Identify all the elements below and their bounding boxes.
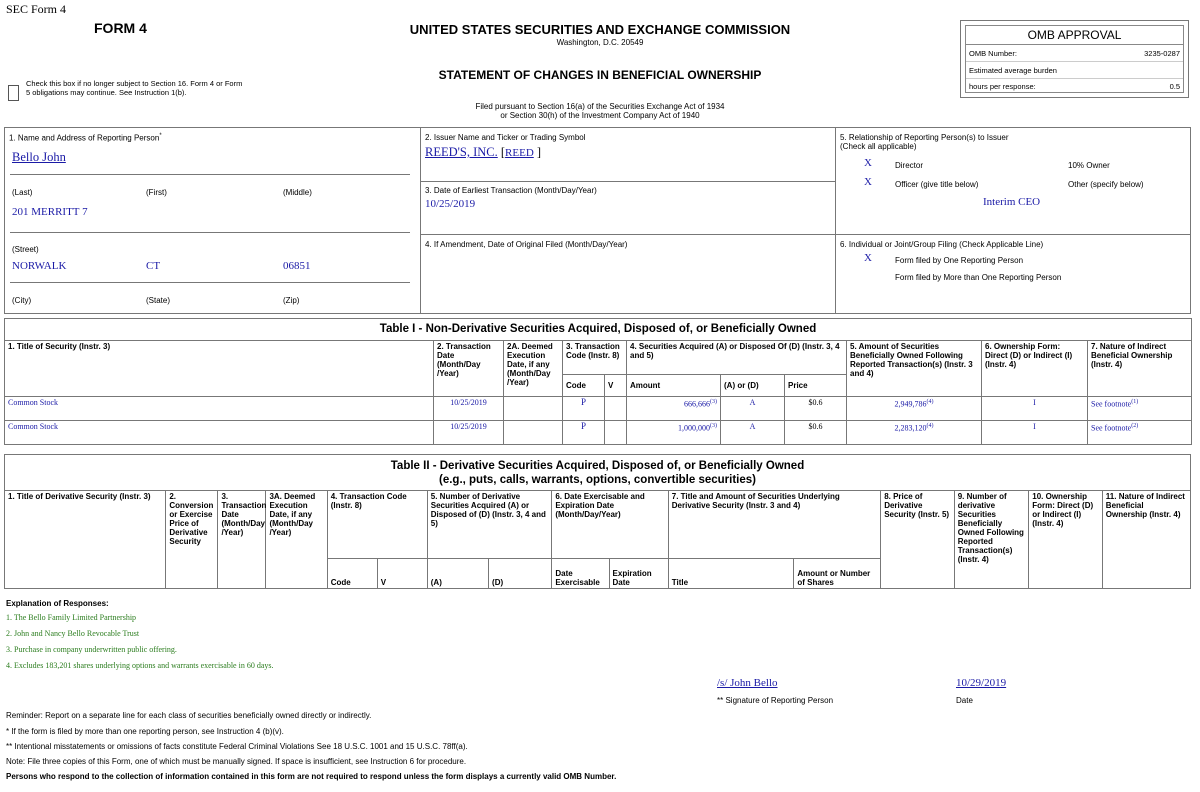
ownership-form: I [982,421,1088,445]
table-row [5,421,1192,445]
filed-pursuant-line-2: or Section 30(h) of the Investment Company Act of 1940 [500,111,700,120]
multi-person-label: Form filed by More than One Reporting Person [895,273,1062,282]
reporting-info-section [4,127,1191,314]
t1-header-date: 2. Transaction Date (Month/Day /Year) [434,341,504,397]
t2-header-ownership-form: 10. Ownership Form: Direct (D) or Indirect (I) (Instr. 4) [1029,491,1103,589]
t2-header-deemed-date: 3A. Deemed Execution Date, if any (Month/Day /Year) [266,491,327,589]
officer-label: Officer (give title below) [895,180,979,189]
officer-mark: X [864,176,872,188]
owned-following: 2,949,786$^{(4)}$ [847,397,982,421]
t1-header-deemed-date: 2A. Deemed Execution Date, if any (Month/Day /Year) [504,341,563,397]
t2-sub-expiration: Expiration Date [609,559,668,589]
t1-sub-amount: Amount [627,375,721,397]
city-value: NORWALK [12,260,67,272]
a-or-d: A [721,397,785,421]
t2-sub-date-exercisable: Date Exercisable [552,559,609,589]
officer-title: Interim CEO [983,196,1041,208]
issuer-line [425,145,541,160]
footnote-1: 1. The Bello Family Limited Partnership [6,613,137,622]
nature-of-ownership: See footnote$^{(2)}$ [1088,421,1192,445]
box6-label: 6. Individual or Joint/Group Filing (Check Applicable Line) [840,240,1044,249]
box3-label: 3. Date of Earliest Transaction (Month/Day/Year) [425,186,597,195]
omb-approval-box [960,20,1189,98]
ten-percent-owner-label: 10% Owner [1068,161,1110,170]
t2-sub-a: (A) [427,559,488,589]
t2-sub-title: Title [668,559,794,589]
agency-city: Washington, D.C. 20549 [556,38,644,47]
t1-header-title: 1. Title of Security (Instr. 3) [5,341,434,397]
table-2 [4,454,1191,589]
reporting-person-name-link[interactable]: Bello John [12,150,66,164]
amount-cell: 1,000,000$^{(3)}$ [627,421,721,445]
checkbox-description: Check this box if no longer subject to Section 16. Form 4 or Form 5 obligations may continue. See Instruction 1(b). [26,79,243,97]
transaction-code: P [563,397,605,421]
t2-sub-d: (D) [489,559,552,589]
t2-header-nature: 11. Nature of Indirect Beneficial Ownership (Instr. 4) [1102,491,1190,589]
agency-title: UNITED STATES SECURITIES AND EXCHANGE COMMISSION [409,22,791,37]
t2-sub-amount: Amount or Number of Shares [794,559,881,589]
t1-header-code: 3. Transaction Code (Instr. 8) [563,341,627,375]
ticker-link[interactable]: REED [505,147,534,159]
t2-header-exercisable: 6. Date Exercisable and Expiration Date (Month/Day/Year) [552,491,668,559]
signature-name: /s/ John Bello [717,677,778,689]
footer-misstatements: ** Intentional misstatements or omissions of facts constitute Federal Criminal Violations See 18 U.S.C. 1001 and 15 U.S.C. 78ff(a). [6,742,468,751]
footnote-2: 2. John and Nancy Bello Revocable Trust [6,629,140,638]
zip-value: 06851 [283,260,311,272]
one-person-label: Form filed by One Reporting Person [895,256,1024,265]
last-label: (Last) [12,188,33,197]
no-longer-subject-checkbox[interactable] [8,85,19,101]
t1-sub-code: Code [563,375,605,397]
t2-sub-v: V [377,559,427,589]
box4-label: 4. If Amendment, Date of Original Filed (Month/Day/Year) [425,240,628,249]
omb-hours-label: hours per response: [969,82,1036,91]
filed-pursuant-line-1: Filed pursuant to Section 16(a) of the Securities Exchange Act of 1934 [475,102,725,111]
issuer-name-link[interactable]: REED'S, INC. [425,145,498,159]
table-1-title: Table I - Non-Derivative Securities Acquired, Disposed of, or Beneficially Owned [5,319,1192,341]
zip-label: (Zip) [283,296,300,305]
sec-form-label: SEC Form 4 [6,2,67,16]
owned-following: 2,283,120$^{(4)}$ [847,421,982,445]
t1-header-acquired: 4. Securities Acquired (A) or Disposed Of (D) (Instr. 3, 4 and 5) [627,341,847,375]
security-title: Common Stock [5,421,434,445]
earliest-transaction-date: 10/25/2019 [425,198,476,210]
table-2-title: Table II - Derivative Securities Acquired, Disposed of, or Beneficially Owned (e.g., puts, calls, warrants, options, convertible securities) [5,455,1191,491]
state-label: (State) [146,296,171,305]
state-value: CT [146,260,161,272]
table-1 [4,318,1192,445]
table-row [5,397,1192,421]
nature-of-ownership: See footnote$^{(1)}$ [1088,397,1192,421]
t2-header-price: 8. Price of Derivative Security (Instr. 5) [881,491,955,589]
t2-header-conversion: 2. Conversion or Exercise Price of Derivative Security [166,491,218,589]
price: $0.6 [785,421,847,445]
t1-header-owned: 5. Amount of Securities Beneficially Owned Following Reported Transaction(s) (Instr. 3 and 4) [847,341,982,397]
date-label: Date [956,696,973,705]
t2-header-number: 5. Number of Derivative Securities Acquired (A) or Disposed of (D) (Instr. 3, 4 and 5) [427,491,552,559]
other-label: Other (specify below) [1068,180,1144,189]
t1-header-ownership-form: 6. Ownership Form: Direct (D) or Indirect (I) (Instr. 4) [982,341,1088,397]
signature-date: 10/29/2019 [956,677,1007,689]
price: $0.6 [785,397,847,421]
city-label: (City) [12,296,32,305]
transaction-date: 10/25/2019 [434,397,504,421]
t2-header-underlying: 7. Title and Amount of Securities Underlying Derivative Security (Instr. 3 and 4) [668,491,880,559]
t2-header-code: 4. Transaction Code (Instr. 8) [327,491,427,559]
ownership-form: I [982,397,1088,421]
security-title: Common Stock [5,397,434,421]
omb-approval-title: OMB APPROVAL [966,26,1183,45]
footer-copies-note: Note: File three copies of this Form, one of which must be manually signed. If space is insufficient, see Instruction 6 for procedure. [6,757,467,766]
street-value: 201 MERRITT 7 [12,206,88,218]
street-label: (Street) [12,245,39,254]
director-label: Director [895,161,924,170]
footer-omb-notice: Persons who respond to the collection of information contained in this form are not required to respond unless the form displays a currently valid OMB Number. [6,772,617,781]
omb-number: 3235-0287 [1144,49,1180,58]
box5-sublabel: (Check all applicable) [840,142,917,151]
statement-title: STATEMENT OF CHANGES IN BENEFICIAL OWNERSHIP [438,68,762,82]
footnote-4: 4. Excludes 183,201 shares underlying options and warrants exercisable in 60 days. [6,661,274,670]
signature-label: ** Signature of Reporting Person [717,696,834,705]
amount-cell: 666,666$^{(3)}$ [627,397,721,421]
footer-multiple-persons: * If the form is filed by more than one reporting person, see Instruction 4 (b)(v). [6,727,284,736]
footnote-3: 3. Purchase in company underwritten public offering. [6,645,177,654]
a-or-d: A [721,421,785,445]
omb-burden-label: Estimated average burden [969,66,1057,75]
transaction-date: 10/25/2019 [434,421,504,445]
middle-label: (Middle) [283,188,312,197]
ticker-close: ] [536,145,542,159]
director-mark: X [864,157,872,169]
t1-header-nature: 7. Nature of Indirect Beneficial Ownership (Instr. 4) [1088,341,1192,397]
one-person-mark: X [864,252,872,264]
form-title: FORM 4 [94,20,147,36]
t1-sub-price: Price [785,375,847,397]
first-label: (First) [146,188,167,197]
box1-label: 1. Name and Address of Reporting Person* [9,133,162,143]
box5-label: 5. Relationship of Reporting Person(s) to Issuer [840,133,1009,142]
t2-sub-code: Code [327,559,377,589]
t1-sub-v: V [605,375,627,397]
explanation-title: Explanation of Responses: [6,599,109,608]
t1-sub-a-or-d: (A) or (D) [721,375,785,397]
ticker-open: [ [500,145,506,159]
t2-header-date: 3. Transaction Date (Month/Day /Year) [218,491,266,589]
transaction-code: P [563,421,605,445]
box2-label: 2. Issuer Name and Ticker or Trading Symbol [425,133,586,142]
omb-number-label: OMB Number: [969,49,1017,58]
footer-reminder: Reminder: Report on a separate line for each class of securities beneficially owned directly or indirectly. [6,711,372,720]
omb-hours: 0.5 [1169,82,1180,91]
t2-header-title: 1. Title of Derivative Security (Instr. 3) [5,491,166,589]
t2-header-owned: 9. Number of derivative Securities Beneficially Owned Following Reported Transaction(s) (Instr. 4) [954,491,1029,589]
